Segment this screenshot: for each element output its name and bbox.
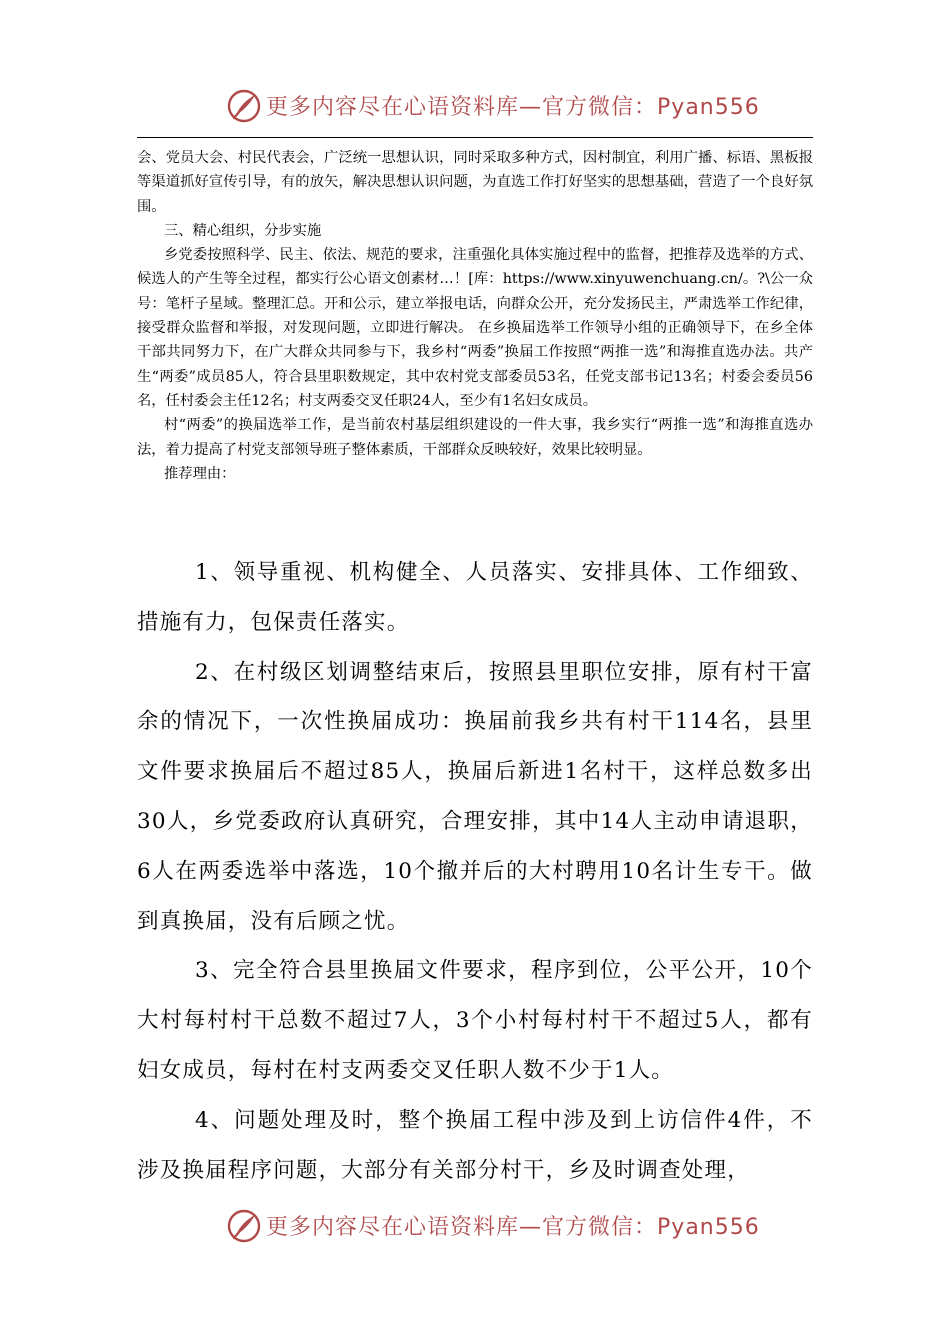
section-heading: 三、精心组织，分步实施	[164, 222, 322, 239]
quill-logo-icon	[226, 1208, 262, 1244]
watermark-dash: —	[519, 1215, 543, 1240]
watermark-text	[266, 90, 760, 121]
watermark-brand: 更多内容尽在心语资料库	[266, 95, 520, 120]
watermark-brand: 更多内容尽在心语资料库	[266, 1215, 520, 1240]
paragraph: 乡党委按照科学、民主、依法、规范的要求，注重强化具体实施过程中的监督，把推荐及选举的方式、候选人的产生等全过程，都实行公心语文创素材…！[库：https://www.xinyuwenchuang.cn/。?\公一众号：笔杆子星域。整理汇总。开和公示，建立举报电话，向群众公开，充分发扬民主，严肃选举工作纪律，接受群众监督和举报，对发现问题，立即进行解决。 在乡换届选举工作领导小组的正确领导下，在乡全体干部共同努力下，在广大群众共同参与下，我乡村“两委”换届工作按照“两推一选”和海推直选办法。共产生“两委”成员85人，符合县里职数规定，其中农村党支部委员53名，任党支部书记13名；村委会委员56名，任村委会主任12名；村支两委交叉任职24人，至少有1名妇女成员。	[137, 247, 813, 409]
paragraph-continued: 会、党员大会、村民代表会，广泛统一思想认识，同时采取多种方式，因村制宜，利用广播、标语、黑板报等渠道抓好宣传引导，有的放矢，解决思想认识问题，为直选工作打好坚实的思想基础，营造了一个良好氛围。	[137, 150, 813, 215]
paragraph: 村“两委”的换届选举工作，是当前农村基层组织建设的一件大事，我乡实行“两推一选”和海推直选办法，着力提高了村党支部领导班子整体素质，干部群众反映较好，效果比较明显。	[137, 417, 813, 458]
watermark-wechat-id: Pyan556	[657, 95, 760, 120]
recommend-reason-label: 推荐理由：	[164, 465, 236, 482]
reason-item-4: 4、问题处理及时，整个换届工程中涉及到上访信件4件，不涉及换届程序问题，大部分有关部分村干，乡及时调查处理，	[137, 1107, 813, 1183]
reason-item-2: 2、在村级区划调整结束后，按照县里职位安排，原有村干富余的情况下，一次性换届成功：换届前我乡共有村干114名，县里文件要求换届后不超过85人，换届后新进1名村干，这样总数多出30人，乡党委政府认真研究，合理安排，其中14人主动申请退职，6人在两委选举中落选，10个撤并后的大村聘用10名计生专干。做到真换届，没有后顾之忧。	[137, 659, 813, 934]
body-small-section	[137, 146, 813, 486]
header-watermark	[0, 82, 950, 130]
watermark-dash: —	[519, 95, 543, 120]
watermark-wechat-id: Pyan556	[657, 1215, 760, 1240]
footer-watermark	[0, 1202, 950, 1250]
watermark-text	[266, 1210, 760, 1241]
header-divider	[137, 137, 813, 138]
reason-item-3: 3、完全符合县里换届文件要求，程序到位，公平公开，10个大村每村村干总数不超过7人，3个小村每村村干不超过5人，都有妇女成员，每村在村支两委交叉任职人数不少于1人。	[137, 958, 813, 1083]
watermark-wechat-label: 官方微信：	[542, 1215, 658, 1240]
quill-logo-icon	[226, 88, 262, 124]
watermark-wechat-label: 官方微信：	[542, 95, 658, 120]
reason-item-1: 1、领导重视、机构健全、人员落实、安排具体、工作细致、措施有力，包保责任落实。	[137, 560, 813, 635]
body-large-section	[137, 548, 813, 1195]
